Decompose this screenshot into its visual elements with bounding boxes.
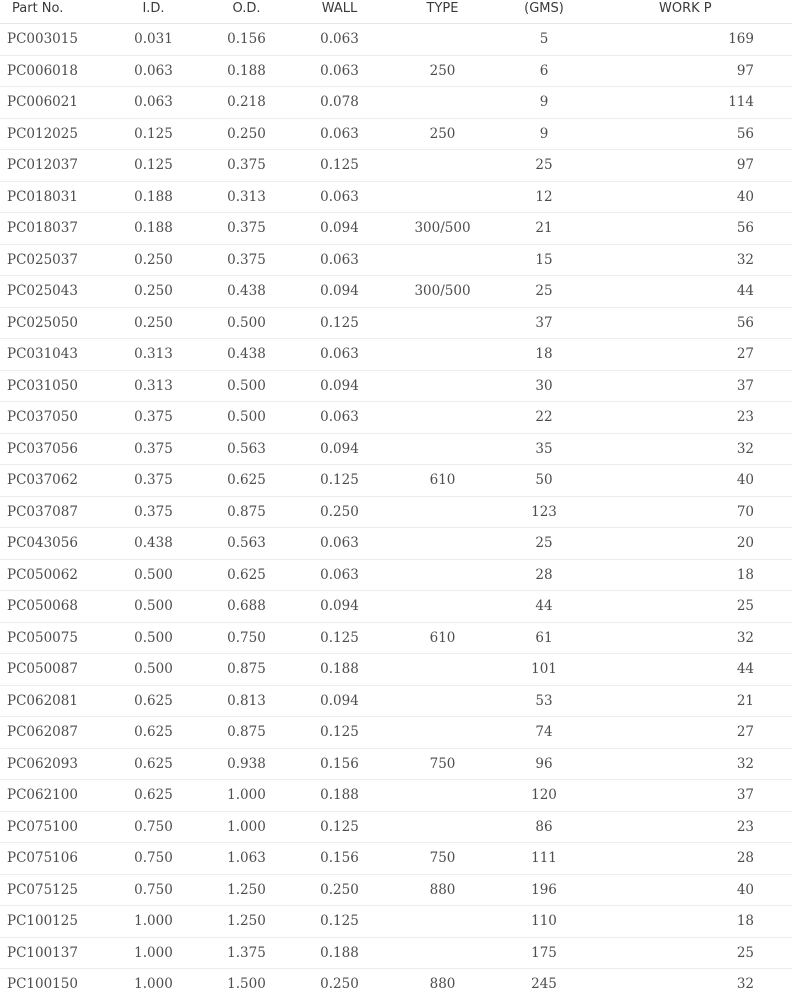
cell-type xyxy=(386,244,499,276)
cell-id: 0.750 xyxy=(107,874,200,906)
cell-work-pressure: 56 xyxy=(589,307,792,339)
cell-id: 0.625 xyxy=(107,717,200,749)
cell-gms: 196 xyxy=(499,874,589,906)
cell-wall: 0.250 xyxy=(293,496,386,528)
cell-gms: 9 xyxy=(499,118,589,150)
cell-wall: 0.063 xyxy=(293,118,386,150)
table-body xyxy=(0,24,792,1000)
table-row xyxy=(0,465,792,497)
cell-id: 0.063 xyxy=(107,55,200,87)
cell-type: 300/500 xyxy=(386,276,499,308)
cell-part-no: PC031043 xyxy=(0,339,107,371)
cell-gms: 110 xyxy=(499,906,589,938)
cell-id: 0.750 xyxy=(107,811,200,843)
cell-type: 300/500 xyxy=(386,213,499,245)
cell-od: 0.188 xyxy=(200,55,293,87)
table-row xyxy=(0,685,792,717)
table-row xyxy=(0,244,792,276)
cell-part-no: PC050075 xyxy=(0,622,107,654)
cell-id: 0.313 xyxy=(107,370,200,402)
header-id: I.D. xyxy=(142,1,165,16)
cell-od: 0.375 xyxy=(200,244,293,276)
cell-od: 0.750 xyxy=(200,622,293,654)
cell-od: 0.156 xyxy=(200,24,293,56)
table-row xyxy=(0,748,792,780)
table-row xyxy=(0,591,792,623)
header-part-no: Part No. xyxy=(12,1,64,16)
cell-od: 0.938 xyxy=(200,748,293,780)
table-row xyxy=(0,24,792,56)
cell-part-no: PC037056 xyxy=(0,433,107,465)
cell-gms: 53 xyxy=(499,685,589,717)
cell-type: 250 xyxy=(386,118,499,150)
cell-type xyxy=(386,906,499,938)
cell-od: 0.218 xyxy=(200,87,293,119)
cell-part-no: PC062087 xyxy=(0,717,107,749)
cell-gms: 175 xyxy=(499,937,589,969)
cell-wall: 0.188 xyxy=(293,654,386,686)
cell-id: 1.000 xyxy=(107,937,200,969)
cell-gms: 21 xyxy=(499,213,589,245)
cell-work-pressure: 25 xyxy=(589,937,792,969)
cell-work-pressure: 23 xyxy=(589,402,792,434)
cell-part-no: PC006021 xyxy=(0,87,107,119)
cell-type xyxy=(386,937,499,969)
header-type: TYPE xyxy=(426,1,459,16)
cell-gms: 101 xyxy=(499,654,589,686)
cell-wall: 0.125 xyxy=(293,811,386,843)
cell-type xyxy=(386,685,499,717)
cell-type: 610 xyxy=(386,465,499,497)
cell-od: 0.625 xyxy=(200,559,293,591)
cell-work-pressure: 97 xyxy=(589,55,792,87)
cell-work-pressure: 18 xyxy=(589,559,792,591)
cell-gms: 111 xyxy=(499,843,589,875)
cell-wall: 0.094 xyxy=(293,591,386,623)
table-row xyxy=(0,811,792,843)
cell-wall: 0.125 xyxy=(293,622,386,654)
cell-work-pressure: 20 xyxy=(589,528,792,560)
cell-od: 0.438 xyxy=(200,276,293,308)
cell-type xyxy=(386,370,499,402)
header-od: O.D. xyxy=(232,1,261,16)
cell-part-no: PC018037 xyxy=(0,213,107,245)
cell-work-pressure: 32 xyxy=(589,969,792,1000)
cell-type xyxy=(386,307,499,339)
cell-type xyxy=(386,150,499,182)
header-row xyxy=(0,0,792,24)
cell-gms: 74 xyxy=(499,717,589,749)
cell-id: 0.625 xyxy=(107,780,200,812)
cell-wall: 0.094 xyxy=(293,276,386,308)
cell-od: 1.500 xyxy=(200,969,293,1000)
table-row xyxy=(0,433,792,465)
cell-part-no: PC050068 xyxy=(0,591,107,623)
cell-gms: 6 xyxy=(499,55,589,87)
cell-od: 1.000 xyxy=(200,811,293,843)
cell-work-pressure: 32 xyxy=(589,433,792,465)
table-row xyxy=(0,843,792,875)
cell-wall: 0.063 xyxy=(293,528,386,560)
cell-id: 0.125 xyxy=(107,150,200,182)
cell-gms: 96 xyxy=(499,748,589,780)
cell-type xyxy=(386,433,499,465)
cell-part-no: PC012037 xyxy=(0,150,107,182)
cell-work-pressure: 40 xyxy=(589,465,792,497)
cell-type xyxy=(386,780,499,812)
cell-gms: 61 xyxy=(499,622,589,654)
cell-gms: 25 xyxy=(499,150,589,182)
cell-wall: 0.125 xyxy=(293,307,386,339)
cell-od: 1.250 xyxy=(200,906,293,938)
cell-wall: 0.094 xyxy=(293,370,386,402)
table-row xyxy=(0,370,792,402)
cell-part-no: PC100137 xyxy=(0,937,107,969)
cell-od: 0.563 xyxy=(200,528,293,560)
cell-work-pressure: 21 xyxy=(589,685,792,717)
cell-gms: 5 xyxy=(499,24,589,56)
cell-part-no: PC037050 xyxy=(0,402,107,434)
cell-type xyxy=(386,811,499,843)
cell-type: 880 xyxy=(386,874,499,906)
cell-gms: 22 xyxy=(499,402,589,434)
cell-gms: 28 xyxy=(499,559,589,591)
cell-wall: 0.250 xyxy=(293,874,386,906)
cell-part-no: PC050062 xyxy=(0,559,107,591)
table-row xyxy=(0,654,792,686)
cell-part-no: PC062081 xyxy=(0,685,107,717)
table-row xyxy=(0,181,792,213)
cell-od: 1.250 xyxy=(200,874,293,906)
cell-type xyxy=(386,87,499,119)
cell-wall: 0.250 xyxy=(293,969,386,1000)
cell-part-no: PC100125 xyxy=(0,906,107,938)
cell-work-pressure: 32 xyxy=(589,622,792,654)
cell-id: 0.375 xyxy=(107,402,200,434)
table-row xyxy=(0,339,792,371)
cell-wall: 0.156 xyxy=(293,843,386,875)
cell-part-no: PC062100 xyxy=(0,780,107,812)
table-row xyxy=(0,55,792,87)
cell-od: 1.000 xyxy=(200,780,293,812)
cell-part-no: PC062093 xyxy=(0,748,107,780)
cell-od: 0.813 xyxy=(200,685,293,717)
cell-work-pressure: 56 xyxy=(589,213,792,245)
cell-work-pressure: 37 xyxy=(589,370,792,402)
table-row xyxy=(0,937,792,969)
cell-wall: 0.063 xyxy=(293,244,386,276)
cell-id: 0.031 xyxy=(107,24,200,56)
cell-type xyxy=(386,559,499,591)
table-row xyxy=(0,906,792,938)
cell-work-pressure: 27 xyxy=(589,339,792,371)
cell-part-no: PC037087 xyxy=(0,496,107,528)
cell-wall: 0.125 xyxy=(293,465,386,497)
cell-id: 0.375 xyxy=(107,465,200,497)
cell-od: 0.563 xyxy=(200,433,293,465)
cell-gms: 9 xyxy=(499,87,589,119)
cell-id: 0.500 xyxy=(107,654,200,686)
header-work-pressure: WORK P xyxy=(659,1,712,16)
table-row xyxy=(0,87,792,119)
cell-id: 0.313 xyxy=(107,339,200,371)
cell-type xyxy=(386,496,499,528)
cell-gms: 25 xyxy=(499,528,589,560)
cell-work-pressure: 32 xyxy=(589,244,792,276)
table-row xyxy=(0,780,792,812)
cell-id: 0.500 xyxy=(107,559,200,591)
cell-wall: 0.188 xyxy=(293,780,386,812)
cell-id: 0.188 xyxy=(107,213,200,245)
cell-type xyxy=(386,339,499,371)
header-gms: (GMS) xyxy=(524,1,564,16)
cell-id: 1.000 xyxy=(107,969,200,1000)
cell-type xyxy=(386,181,499,213)
cell-work-pressure: 56 xyxy=(589,118,792,150)
cell-work-pressure: 23 xyxy=(589,811,792,843)
cell-wall: 0.188 xyxy=(293,937,386,969)
cell-od: 0.625 xyxy=(200,465,293,497)
cell-wall: 0.125 xyxy=(293,150,386,182)
cell-od: 0.375 xyxy=(200,213,293,245)
cell-part-no: PC003015 xyxy=(0,24,107,56)
cell-id: 0.250 xyxy=(107,307,200,339)
cell-id: 0.375 xyxy=(107,496,200,528)
cell-work-pressure: 44 xyxy=(589,276,792,308)
cell-part-no: PC075125 xyxy=(0,874,107,906)
table-row xyxy=(0,969,792,1000)
cell-wall: 0.063 xyxy=(293,24,386,56)
cell-wall: 0.078 xyxy=(293,87,386,119)
header-wall: WALL xyxy=(321,1,358,16)
cell-type: 750 xyxy=(386,748,499,780)
cell-type xyxy=(386,717,499,749)
cell-gms: 35 xyxy=(499,433,589,465)
cell-part-no: PC075106 xyxy=(0,843,107,875)
cell-wall: 0.125 xyxy=(293,717,386,749)
cell-part-no: PC006018 xyxy=(0,55,107,87)
cell-part-no: PC100150 xyxy=(0,969,107,1000)
cell-wall: 0.125 xyxy=(293,906,386,938)
cell-wall: 0.063 xyxy=(293,559,386,591)
cell-gms: 245 xyxy=(499,969,589,1000)
cell-od: 0.875 xyxy=(200,717,293,749)
cell-od: 0.500 xyxy=(200,307,293,339)
cell-gms: 18 xyxy=(499,339,589,371)
cell-wall: 0.156 xyxy=(293,748,386,780)
cell-gms: 37 xyxy=(499,307,589,339)
cell-od: 0.375 xyxy=(200,150,293,182)
cell-id: 0.125 xyxy=(107,118,200,150)
cell-gms: 120 xyxy=(499,780,589,812)
cell-gms: 15 xyxy=(499,244,589,276)
cell-id: 0.375 xyxy=(107,433,200,465)
cell-work-pressure: 97 xyxy=(589,150,792,182)
cell-id: 0.188 xyxy=(107,181,200,213)
cell-od: 0.500 xyxy=(200,402,293,434)
cell-part-no: PC025037 xyxy=(0,244,107,276)
cell-type xyxy=(386,654,499,686)
cell-gms: 44 xyxy=(499,591,589,623)
cell-work-pressure: 114 xyxy=(589,87,792,119)
cell-work-pressure: 40 xyxy=(589,874,792,906)
cell-work-pressure: 44 xyxy=(589,654,792,686)
table-row xyxy=(0,874,792,906)
cell-id: 0.500 xyxy=(107,622,200,654)
cell-part-no: PC025043 xyxy=(0,276,107,308)
cell-part-no: PC018031 xyxy=(0,181,107,213)
cell-gms: 86 xyxy=(499,811,589,843)
table-row xyxy=(0,118,792,150)
cell-work-pressure: 37 xyxy=(589,780,792,812)
cell-id: 0.500 xyxy=(107,591,200,623)
cell-id: 0.625 xyxy=(107,685,200,717)
table-header xyxy=(0,0,792,24)
cell-od: 0.875 xyxy=(200,654,293,686)
cell-work-pressure: 28 xyxy=(589,843,792,875)
cell-od: 1.375 xyxy=(200,937,293,969)
cell-wall: 0.094 xyxy=(293,685,386,717)
table-row xyxy=(0,496,792,528)
cell-part-no: PC025050 xyxy=(0,307,107,339)
cell-part-no: PC031050 xyxy=(0,370,107,402)
cell-type xyxy=(386,24,499,56)
cell-work-pressure: 25 xyxy=(589,591,792,623)
cell-type xyxy=(386,402,499,434)
cell-work-pressure: 40 xyxy=(589,181,792,213)
table-row xyxy=(0,528,792,560)
cell-part-no: PC075100 xyxy=(0,811,107,843)
cell-wall: 0.063 xyxy=(293,181,386,213)
table-row xyxy=(0,402,792,434)
cell-gms: 50 xyxy=(499,465,589,497)
cell-id: 0.250 xyxy=(107,244,200,276)
cell-id: 0.063 xyxy=(107,87,200,119)
cell-type: 250 xyxy=(386,55,499,87)
cell-od: 1.063 xyxy=(200,843,293,875)
cell-work-pressure: 32 xyxy=(589,748,792,780)
cell-wall: 0.094 xyxy=(293,213,386,245)
table-row xyxy=(0,622,792,654)
cell-od: 0.875 xyxy=(200,496,293,528)
cell-od: 0.688 xyxy=(200,591,293,623)
table-row xyxy=(0,213,792,245)
cell-od: 0.500 xyxy=(200,370,293,402)
cell-wall: 0.063 xyxy=(293,402,386,434)
cell-part-no: PC012025 xyxy=(0,118,107,150)
cell-id: 0.250 xyxy=(107,276,200,308)
cell-wall: 0.063 xyxy=(293,55,386,87)
cell-gms: 12 xyxy=(499,181,589,213)
cell-work-pressure: 27 xyxy=(589,717,792,749)
cell-type: 880 xyxy=(386,969,499,1000)
cell-type: 610 xyxy=(386,622,499,654)
cell-gms: 123 xyxy=(499,496,589,528)
cell-od: 0.250 xyxy=(200,118,293,150)
cell-gms: 30 xyxy=(499,370,589,402)
cell-gms: 25 xyxy=(499,276,589,308)
cell-od: 0.438 xyxy=(200,339,293,371)
cell-part-no: PC037062 xyxy=(0,465,107,497)
table-row xyxy=(0,276,792,308)
cell-id: 0.750 xyxy=(107,843,200,875)
cell-type: 750 xyxy=(386,843,499,875)
cell-id: 1.000 xyxy=(107,906,200,938)
table-row xyxy=(0,717,792,749)
cell-id: 0.438 xyxy=(107,528,200,560)
cell-id: 0.625 xyxy=(107,748,200,780)
table-row xyxy=(0,150,792,182)
cell-work-pressure: 169 xyxy=(589,24,792,56)
cell-od: 0.313 xyxy=(200,181,293,213)
cell-part-no: PC043056 xyxy=(0,528,107,560)
cell-work-pressure: 18 xyxy=(589,906,792,938)
table-row xyxy=(0,307,792,339)
cell-type xyxy=(386,591,499,623)
cell-wall: 0.063 xyxy=(293,339,386,371)
cell-part-no: PC050087 xyxy=(0,654,107,686)
cell-type xyxy=(386,528,499,560)
table-row xyxy=(0,559,792,591)
cell-wall: 0.094 xyxy=(293,433,386,465)
cell-work-pressure: 70 xyxy=(589,496,792,528)
